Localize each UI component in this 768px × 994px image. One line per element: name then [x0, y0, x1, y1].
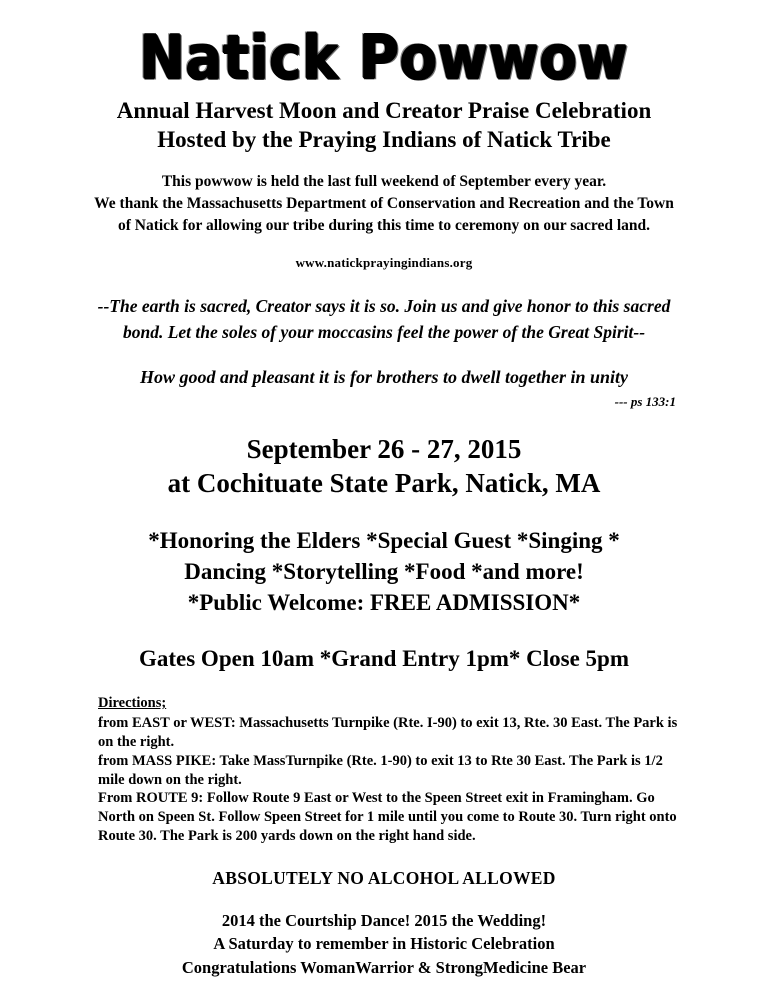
event-location: at Cochituate State Park, Natick, MA — [167, 468, 601, 499]
directions-heading: Directions; — [98, 695, 167, 712]
directions-block — [26, 694, 742, 846]
title-block — [26, 0, 742, 93]
directions-line-mass-pike: from MASS PIKE: Take MassTurnpike (Rte. 1-90) to exit 13 to Rte 30 East. The Park is 1/2 mile down on the right. — [98, 752, 663, 788]
footer-line-1: 2014 the Courtship Dance! 2015 the Wedding! — [221, 910, 547, 930]
scripture-text: How good and pleasant it is for brothers to dwell together in unity — [139, 367, 629, 388]
features-line-1: *Honoring the Elders *Special Guest *Singing * — [148, 528, 620, 554]
scripture-reference: --- ps 133:1 — [614, 394, 676, 410]
footer-line-3: Congratulations WomanWarrior & StrongMedicine Bear — [181, 957, 587, 977]
subtitle-block — [26, 96, 742, 155]
footer-block — [26, 909, 742, 979]
website-link[interactable]: www.natickprayingindians.org — [295, 254, 473, 270]
directions-line-east-west: from EAST or WEST: Massachusetts Turnpike (Rte. I-90) to exit 13, Rte. 30 East. The Park is on the right. — [98, 714, 678, 750]
subtitle-line-2: Hosted by the Praying Indians of Natick Tribe — [157, 127, 611, 153]
alcohol-warning: ABSOLUTELY NO ALCOHOL ALLOWED — [212, 867, 556, 888]
footer-line-2: A Saturday to remember in Historic Celebration — [213, 934, 555, 954]
event-date: September 26 - 27, 2015 — [246, 434, 522, 465]
page-title: Natick Powwow — [139, 22, 629, 93]
intro-line-3: of Natick for allowing our tribe during this time to ceremony on our sacred land. — [117, 216, 651, 234]
features-line-2: Dancing *Storytelling *Food *and more! — [184, 558, 584, 584]
quote-line-1: --The earth is sacred, Creator says it is so. Join us and give honor to this sacred — [97, 295, 671, 316]
gates-schedule: Gates Open 10am *Grand Entry 1pm* Close 5pm — [138, 646, 630, 672]
features-line-3: *Public Welcome: FREE ADMISSION* — [187, 589, 581, 615]
quote-line-2: bond. Let the soles of your moccasins feel the power of the Great Spirit-- — [122, 322, 646, 343]
quote-block — [26, 293, 742, 346]
event-dateline — [26, 432, 742, 500]
intro-line-1: This powwow is held the last full weekend of September every year. — [161, 172, 607, 190]
directions-line-route-9: From ROUTE 9: Follow Route 9 East or West to the Speen Street exit in Framingham. Go North on Speen St. Follow Speen Street for 1 mile until you come to Route 30. Turn right onto Route 30. The Park is 200 yards down on the right hand side. — [98, 790, 677, 845]
intro-block — [26, 171, 742, 237]
features-block — [26, 526, 742, 618]
subtitle-line-1: Annual Harvest Moon and Creator Praise Celebration — [116, 98, 652, 123]
intro-line-2: We thank the Massachusetts Department of Conservation and Recreation and the Town — [94, 194, 674, 212]
